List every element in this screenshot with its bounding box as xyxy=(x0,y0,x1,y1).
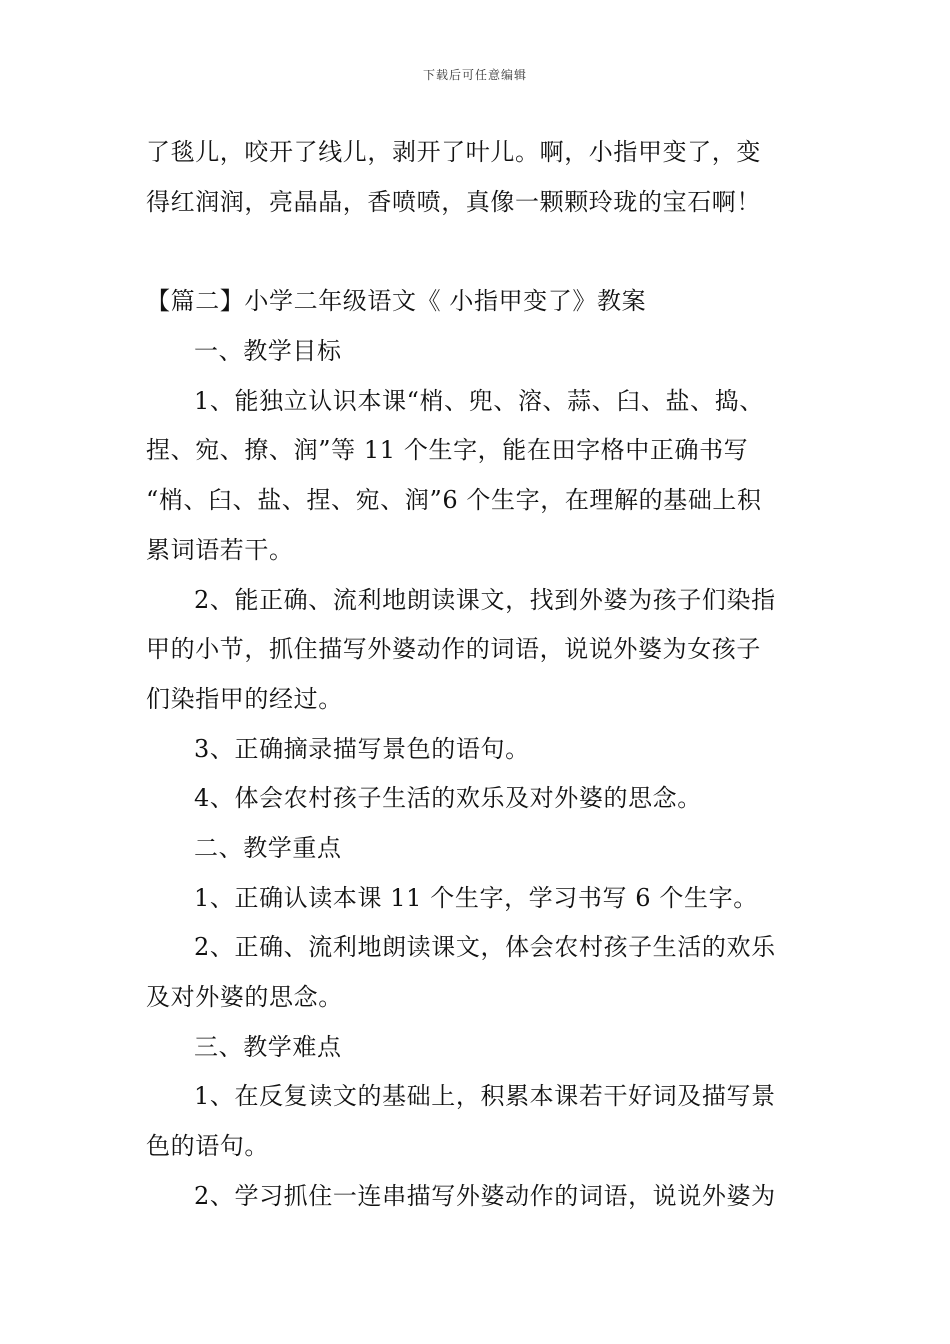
document-body xyxy=(146,128,808,1221)
paragraph-gap xyxy=(146,227,808,277)
paragraph-line: 甲的小节，抓住描写外婆动作的词语，说说外婆为女孩子 xyxy=(146,635,761,664)
paragraph-line: 2、正确、流利地朗读课文，体会农村孩子生活的欢乐 xyxy=(194,933,776,962)
paragraph-line: 色的语句。 xyxy=(146,1132,269,1161)
paragraph-line: 1、在反复读文的基础上，积累本课若干好词及描写景 xyxy=(194,1082,776,1111)
paragraph-line: 累词语若干。 xyxy=(146,535,294,564)
paragraph-line: 及对外婆的思念。 xyxy=(146,983,343,1011)
paragraph-line: 了毯儿，咬开了线儿，剥开了叶儿。啊，小指甲变了，变 xyxy=(146,138,761,166)
paragraph-line: “梢、臼、盐、捏、宛、润”6 个生字，在理解的基础上积 xyxy=(146,486,762,515)
heading-difficulties: 三、教学难点 xyxy=(194,1032,342,1061)
paragraph-line: 们染指甲的经过。 xyxy=(146,684,343,713)
paragraph-line: 1、正确认读本课 11 个生字，学习书写 6 个生字。 xyxy=(194,883,758,912)
paragraph-line: 2、能正确、流利地朗读课文，找到外婆为孩子们染指 xyxy=(194,585,776,614)
paragraph-line: 2、学习抓住一连串描写外婆动作的词语，说说外婆为 xyxy=(194,1181,776,1210)
heading-objectives: 一、教学目标 xyxy=(194,337,342,366)
header-note: 下载后可任意编辑 xyxy=(422,68,527,82)
section-title: 【篇二】小学二年级语文《 小指甲变了》教案 xyxy=(146,287,647,316)
paragraph-line: 1、能独立认识本课“梢、兜、溶、蒜、臼、盐、捣、 xyxy=(194,386,764,415)
heading-key-points: 二、教学重点 xyxy=(194,833,342,862)
paragraph-line: 3、正确摘录描写景色的语句。 xyxy=(194,734,530,763)
paragraph-line: 4、体会农村孩子生活的欢乐及对外婆的思念。 xyxy=(194,784,702,813)
paragraph-line: 捏、宛、撩、润”等 11 个生字，能在田字格中正确书写 xyxy=(146,436,749,465)
paragraph-line: 得红润润，亮晶晶，香喷喷，真像一颗颗玲珑的宝石啊！ xyxy=(146,187,761,216)
